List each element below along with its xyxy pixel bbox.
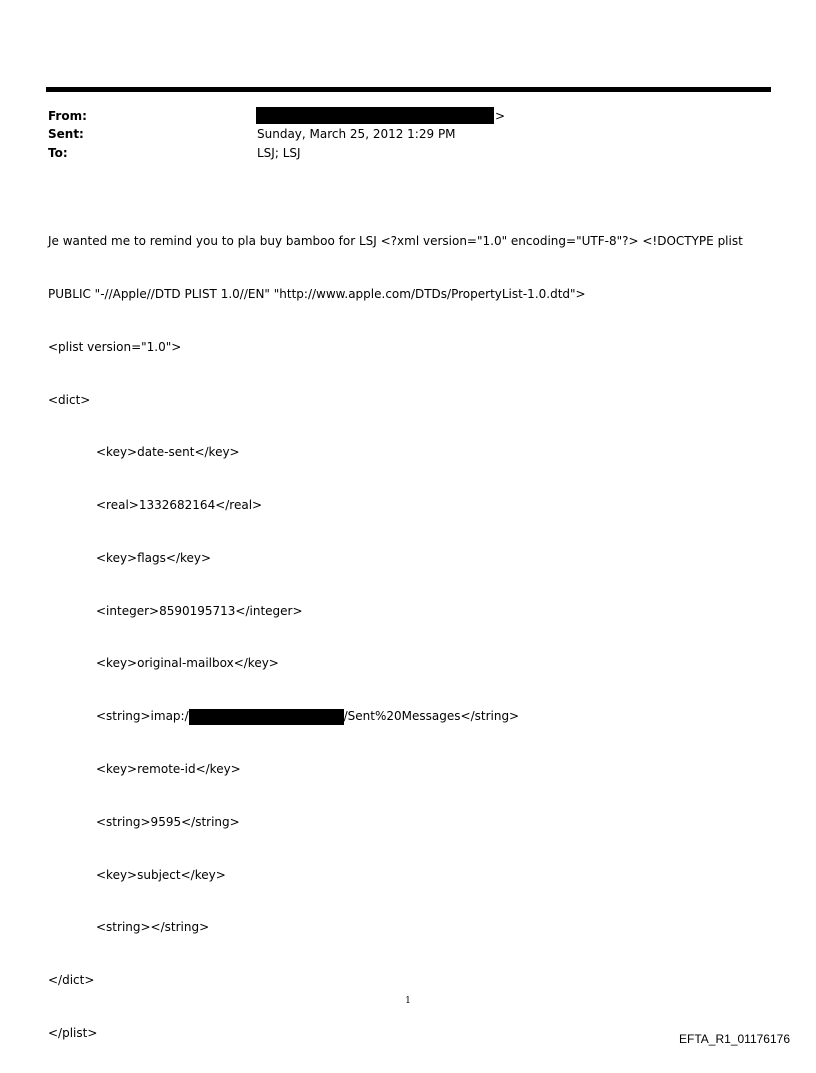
- page-number: 1: [405, 996, 411, 1006]
- body-line: Je wanted me to remind you to pla buy bamboo for LSJ <?xml version="1.0" encoding="UTF-8"?> <!DOCTYPE plist: [48, 234, 743, 249]
- email-body: [48, 198, 778, 1060]
- from-label: From:: [48, 109, 87, 123]
- mailbox-suffix: /Sent%20Messages</string>: [343, 709, 520, 724]
- body-line: <key>subject</key>: [96, 867, 226, 882]
- header-rule: [46, 87, 771, 92]
- body-line-mailbox: [48, 708, 778, 726]
- body-line: <integer>8590195713</integer>: [96, 603, 303, 618]
- body-line: <plist version="1.0">: [48, 339, 182, 354]
- sent-label: Sent:: [48, 127, 84, 141]
- to-label: To:: [48, 146, 68, 160]
- body-line: <real>1332682164</real>: [96, 498, 263, 513]
- body-line: PUBLIC "-//Apple//DTD PLIST 1.0//EN" "http://www.apple.com/DTDs/PropertyList-1.0.dtd">: [48, 286, 586, 301]
- body-line: </plist>: [48, 1025, 98, 1040]
- body-line: <key>flags</key>: [96, 550, 212, 565]
- body-line: <string>9595</string>: [96, 814, 240, 829]
- body-line: <string></string>: [96, 920, 210, 935]
- body-line: <key>date-sent</key>: [96, 445, 240, 460]
- body-line: <key>original-mailbox</key>: [96, 656, 279, 671]
- document-id: EFTA_R1_01176176: [679, 1032, 790, 1046]
- body-line: </dict>: [48, 973, 95, 988]
- from-value-tail: >: [495, 109, 506, 123]
- sent-value: Sunday, March 25, 2012 1:29 PM: [257, 127, 456, 141]
- mailbox-redaction: [189, 709, 344, 725]
- body-line: <dict>: [48, 392, 91, 407]
- from-redaction: [256, 107, 494, 124]
- mailbox-prefix: <string>imap:/: [96, 709, 189, 724]
- body-line: <key>remote-id</key>: [96, 762, 241, 776]
- to-value: LSJ; LSJ: [257, 146, 301, 160]
